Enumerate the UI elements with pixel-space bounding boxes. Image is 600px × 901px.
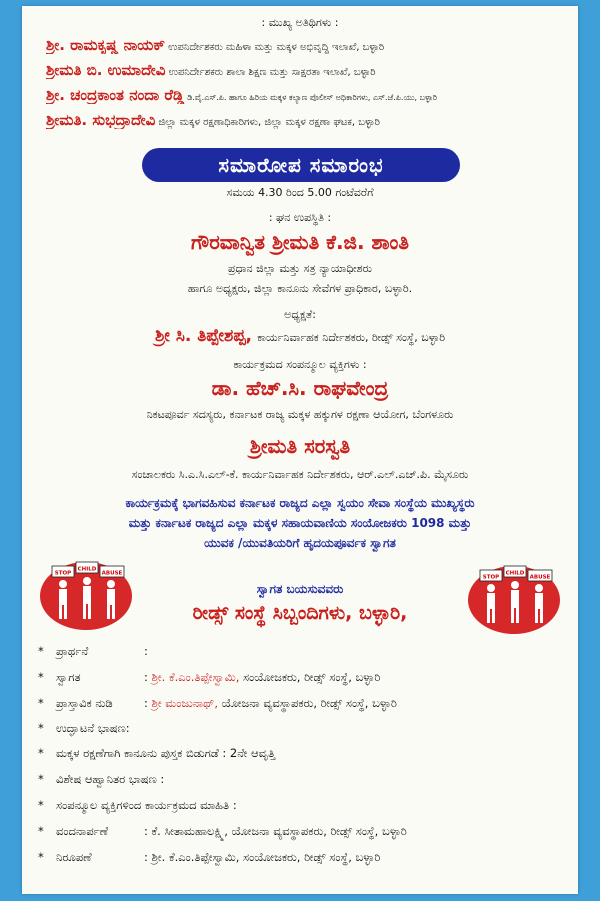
president-desc: ಕಾರ್ಯನಿರ್ವಾಹಕ ನಿರ್ದೇಶಕರು, ರೀಡ್ಸ್ ಸಂಸ್ಥೆ, ಬಳ್ಳಾರಿ — [257, 331, 446, 344]
programme-item — [38, 798, 568, 813]
logo-word-child: CHILD — [77, 566, 97, 573]
item-sep: : — [144, 824, 148, 838]
item-sep: : — [160, 772, 165, 786]
guest-name: ಶ್ರೀಮತಿ. ಸುಭದ್ರಾದೇವಿ — [46, 111, 156, 129]
president-line — [22, 326, 578, 346]
programme-item — [38, 850, 568, 865]
programme-item — [38, 696, 568, 711]
welcome-note-2: ಮತ್ತು ಕರ್ನಾಟಕ ರಾಜ್ಯದ ಎಲ್ಲಾ ಮಕ್ಕಳ ಸಹಾಯವಾಣಿಯ ಸಂಯೋಜಕರು 1098 ಮತ್ತು — [128, 516, 472, 530]
guest-name: ಶ್ರೀ. ಚಂದ್ರಕಾಂತ ನಂದಾ ರೆಡ್ಡಿ — [46, 86, 185, 104]
bullet: * — [38, 696, 44, 710]
logo-word-abuse: ABUSE — [101, 570, 123, 577]
item-label: ಸಂಪನ್ಮೂಲ ವ್ಯಕ್ತಿಗಳಿಂದ ಕಾರ್ಯಕ್ರಮದ ಮಾಹಿತಿ — [56, 798, 230, 812]
chief-guests-heading: : ಮುಖ್ಯ ಅತಿಥಿಗಳು : — [261, 16, 339, 29]
programme-item — [38, 746, 568, 761]
bullet: * — [38, 746, 44, 760]
bullet: * — [38, 798, 44, 812]
logo-word-abuse: ABUSE — [529, 574, 551, 581]
guest-desc: ಉಪನಿರ್ದೇಶಕರು ಮಹಿಳಾ ಮತ್ತು ಮಕ್ಕಳ ಅಭಿವೃದ್ಧಿ ಇಲಾಖೆ, ಬಳ್ಳಾರಿ — [168, 42, 385, 53]
item-sep: : — [125, 721, 130, 735]
guest-row-3 — [46, 86, 566, 104]
programme-item — [38, 824, 568, 839]
bullet: * — [38, 824, 44, 838]
programme-item — [38, 772, 568, 787]
time-line: ಸಮಯ 4.30 ರಿಂದ 5.00 ಗಂಟೆವರೆಗೆ — [226, 186, 374, 199]
resource-person-2: ಶ್ರೀಮತಿ ಸರಸ್ವತಿ — [249, 434, 351, 458]
resource-person-1: ಡಾ. ಹೆಚ್.ಸಿ. ರಾಘವೇಂದ್ರ — [211, 376, 389, 400]
resource-person-2-desc: ಸಂಚಾಲಕರು ಸಿ.ಎ.ಸಿ.ಎಲ್-ಕೆ. ಕಾರ್ಯನಿರ್ವಾಹಕ ನಿರ್ದೇಶಕರು, ಆರ್.ಎಲ್.ಎಚ್.ಪಿ. ಮೈಸೂರು — [131, 468, 469, 481]
programme-item — [38, 721, 568, 736]
programme-item — [38, 670, 568, 685]
welcome-note-1: ಕಾರ್ಯಕ್ರಮಕ್ಕೆ ಭಾಗವಹಿಸುವ ಕರ್ನಾಟಕ ರಾಜ್ಯದ ಎಲ್ಲಾ ಸ್ವಯಂ ಸೇವಾ ಸಂಸ್ಥೆಯ ಮುಖ್ಯಸ್ಥರು — [125, 496, 475, 510]
item-rest: ಯೋಜನಾ ವ್ಯವಸ್ಥಾಪಕರು, ರೀಡ್ಸ್ ಸಂಸ್ಥೆ, ಬಳ್ಳಾರಿ — [218, 696, 397, 710]
guest-row-1 — [46, 36, 566, 54]
logo-word-child: CHILD — [505, 570, 525, 577]
guest-name: ಶ್ರೀಮತಿ ಬಿ. ಉಮಾದೇವಿ — [46, 61, 166, 79]
presence-desc-2: ಹಾಗೂ ಅಧ್ಯಕ್ಷರು, ಜಿಲ್ಲಾ ಕಾನೂನು ಸೇವೆಗಳ ಪ್ರಾಧಿಕಾರ, ಬಳ್ಳಾರಿ. — [187, 282, 413, 295]
item-label: ವಿಶೇಷ ಆಹ್ವಾನಿತರ ಭಾಷಣ — [56, 772, 157, 786]
item-label: ನಿರೂಪಣೆ — [56, 850, 92, 864]
presence-name: ಗೌರವಾನ್ವಿತ ಶ್ರೀಮತಿ ಕೆ.ಜಿ. ಶಾಂತಿ — [190, 230, 410, 254]
logo-word-stop: STOP — [54, 570, 72, 577]
guest-row-4 — [46, 111, 566, 129]
item-sep: : — [144, 850, 148, 864]
item-label: ಉದ್ಘಾಟನೆ ಭಾಷಣ — [56, 721, 126, 735]
bullet: * — [38, 850, 44, 864]
item-person: ಶ್ರೀ. ಕೆ.ಎಂ.ತಿಪ್ಪೇಸ್ವಾಮಿ, — [151, 670, 240, 684]
item-sep: : — [232, 798, 237, 812]
guest-name: ಶ್ರೀ. ರಾಮಕೃಷ್ಣ ನಾಯಕ್ — [46, 36, 165, 54]
logo-word-stop: STOP — [482, 574, 500, 581]
item-rest: 2ನೇ ಆವೃತ್ತಿ — [226, 746, 276, 760]
invitation-sheet — [22, 6, 578, 894]
guest-desc: ಉಪನಿರ್ದೇಶಕರು ಶಾಲಾ ಶಿಕ್ಷಣ ಮತ್ತು ಸಾಕ್ಷರತಾ ಇಲಾಖೆ, ಬಳ್ಳಾರಿ — [168, 67, 376, 78]
hosts-heading: ಸ್ವಾಗತ ಬಯಸುವವರು — [256, 582, 344, 596]
presence-desc-1: ಪ್ರಧಾನ ಜಿಲ್ಲಾ ಮತ್ತು ಸತ್ರ ನ್ಯಾಯಾಧೀಶರು — [228, 262, 372, 275]
item-label: ಪ್ರಾಸ್ತಾವಿಕ ನುಡಿ — [56, 696, 113, 710]
item-rest: ಶ್ರೀ. ಕೆ.ಎಂ.ತಿಪ್ಪೇಸ್ವಾಮಿ, ಸಂಯೋಜಕರು, ರೀಡ್ಸ್ ಸಂಸ್ಥೆ, ಬಳ್ಳಾರಿ — [147, 850, 381, 864]
programme-item — [38, 644, 568, 659]
resource-person-1-desc: ನಿಕಟಪೂರ್ವ ಸದಸ್ಯರು, ಕರ್ನಾಟಕ ರಾಜ್ಯ ಮಕ್ಕಳ ಹಕ್ಕುಗಳ ರಕ್ಷಣಾ ಆಯೋಗ, ಬೆಂಗಳೂರು — [146, 408, 454, 421]
stop-child-abuse-logo-right — [466, 558, 562, 636]
item-label: ಸ್ವಾಗತ — [56, 670, 81, 684]
item-sep: : — [144, 696, 148, 710]
president-heading: ಅಧ್ಯಕ್ಷತೆ: — [284, 308, 316, 321]
hosts-name: ರೀಡ್ಸ್ ಸಂಸ್ಥೆ ಸಿಬ್ಬಂದಿಗಳು, ಬಳ್ಳಾರಿ, — [192, 602, 408, 624]
guest-desc: ಡಿ.ವೈ.ಎಸ್.ಪಿ. ಹಾಗೂ ಹಿರಿಯ ಮಕ್ಕಳ ಕಲ್ಯಾಣ ಪೊಲೀಸ್ ಅಧಿಕಾರಿಗಳು, ಎಸ್.ಜೆ.ಪಿ.ಯು, ಬಳ್ಳಾರಿ — [187, 93, 437, 102]
resource-heading: ಕಾರ್ಯಕ್ರಮದ ಸಂಪನ್ಮೂಲ ವ್ಯಕ್ತಿಗಳು : — [233, 358, 367, 371]
closing-ceremony-banner: ಸಮಾರೋಪ ಸಮಾರಂಭ — [142, 148, 460, 182]
item-sep: : — [144, 670, 148, 684]
welcome-note-3: ಯುವಕ /ಯುವತಿಯರಿಗೆ ಹೃದಯಪೂರ್ವಕ ಸ್ವಾಗತ — [204, 536, 396, 550]
guest-desc: ಜಿಲ್ಲಾ ಮಕ್ಕಳ ರಕ್ಷಣಾಧಿಕಾರಿಗಳು, ಜಿಲ್ಲಾ ಮಕ್ಕಳ ರಕ್ಷಣಾ ಘಟಕ, ಬಳ್ಳಾರಿ — [158, 117, 380, 128]
bullet: * — [38, 721, 44, 735]
item-rest: ಕೆ. ಸೀತಾಮಹಾಲಕ್ಷ್ಮಿ, ಯೋಜನಾ ವ್ಯವಸ್ಥಾಪಕರು, ರೀಡ್ಸ್ ಸಂಸ್ಥೆ, ಬಳ್ಳಾರಿ — [147, 824, 407, 838]
guest-row-2 — [46, 61, 566, 79]
item-sep: : — [222, 746, 227, 760]
item-label: ಮಕ್ಕಳ ರಕ್ಷಣೆಗಾಗಿ ಕಾನೂನು ಪುಸ್ತಕ ಬಿಡುಗಡೆ — [56, 746, 219, 760]
item-label: ವಂದನಾರ್ಪಣೆ — [56, 824, 109, 838]
item-label: ಪ್ರಾರ್ಥನೆ — [56, 644, 89, 658]
bullet: * — [38, 644, 44, 658]
bullet: * — [38, 670, 44, 684]
item-rest: ಸಂಯೋಜಕರು, ರೀಡ್ಸ್ ಸಂಸ್ಥೆ, ಬಳ್ಳಾರಿ — [239, 670, 381, 684]
presence-heading: : ಘನ ಉಪಸ್ಥಿತಿ : — [268, 211, 332, 224]
president-name: ಶ್ರೀ ಸಿ. ತಿಪ್ಪೇಶಪ್ಪ, — [154, 326, 252, 346]
bullet: * — [38, 772, 44, 786]
item-person: ಶ್ರೀ ಮಂಜುನಾಥ್, — [151, 696, 218, 710]
item-sep: : — [144, 644, 148, 658]
